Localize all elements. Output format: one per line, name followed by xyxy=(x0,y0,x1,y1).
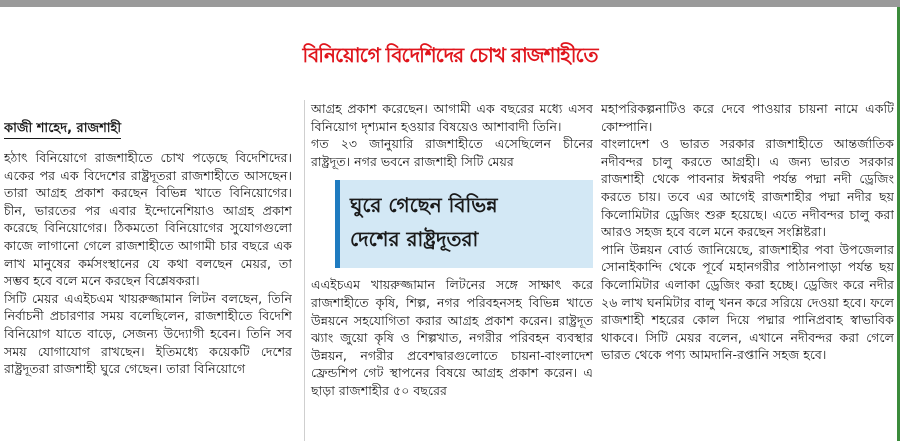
paragraph: গত ২৩ জানুয়ারি রাজশাহীতে এসেছিলেন চীনের রাষ্ট্রদূত। নগর ভবনে রাজশাহী সিটি মেয়র xyxy=(311,136,593,169)
paragraph: আগ্রহ প্রকাশ করেছেন। আগামী এক বছরের মধ্যে এসব বিনিয়োগ দৃশ্যমান হওয়ার বিষয়েও আশাবাদী তিনি। xyxy=(311,101,593,134)
pull-quote xyxy=(335,180,593,268)
paragraph: পানি উন্নয়ন বোর্ড জানিয়েছে, রাজশাহীর পবা উপজেলার সোনাইকান্দি থেকে পূর্বে মহানগরীর পাঠানপাড়া পর্যন্ত ছয় কিলোমিটার এলাকা ড্রেজিং করা হচ্ছে। ড্রেজিং করে নদীর ২৬ লাখ ঘনমিটার বালু খনন করে সরিয়ে দেওয়া হবে। ফলে রাজশাহী শহরের কোল দিয়ে পদ্মার পানিপ্রবাহ স্বাভাবিক থাকবে। সিটি মেয়র বলেন, এখানে নদীবন্দর করা গেলে ভারত থেকে পণ্য আমদানি-রপ্তানি সহজ হবে। xyxy=(601,241,894,363)
column-2 xyxy=(304,100,593,441)
paragraph: সিটি মেয়র এএইচএম খায়রুজ্জামান লিটন বলছেন, তিনি নির্বাচনী প্রচারণার সময় বলেছিলেন, রাজশাহীতে বিদেশি বিনিয়োগ যাতে বাড়ে, সেজন্য উদ্যোগী হবেন। তিনি সব সময় যোগাযোগ রাখছেন। ইতিমধ্যে কয়েকটি দেশের রাষ্ট্রদূতরা রাজশাহী ঘুরে গেছেন। তারা বিনিয়োগে xyxy=(4,290,292,377)
paragraph: মহাপরিকল্পনাটিও করে দেবে পাওয়ার চায়না নামে একটি কোম্পানি। xyxy=(601,101,894,134)
byline: কাজী শাহেদ, রাজশাহী xyxy=(4,120,121,139)
paragraph: হঠাৎ বিনিয়োগে রাজশাহীতে চোখ পড়েছে বিদেশিদের। একের পর এক বিদেশের রাষ্ট্রদূতরা রাজশাহীতে আসছেন। তারা আগ্রহ প্রকাশ করছেন বিভিন্ন খাতে বিনিয়োগের। চীন, ভারতের পর এবার ইন্দোনেশিয়াও আগ্রহ প্রকাশ করেছে বিনিয়োগের। ঠিকমতো বিনিয়োগের সুযোগগুলো কাজে লাগানো গেলে রাজশাহীতে আগামী চার বছরে এক লাখ মানুষের কর্মসংস্থানের যে কথা বলছেন মেয়র, তা সম্ভব হবে বলে মনে করছেন বিশ্লেষকরা। xyxy=(4,150,292,289)
top-rule xyxy=(0,0,900,7)
paragraph: বাংলাদেশ ও ভারত সরকার রাজশাহীতে আন্তর্জাতিক নদীবন্দর চালু করতে আগ্রহী। এ জন্য ভারত সরকার রাজশাহী থেকে পাবনার ঈশ্বরদী পর্যন্ত পদ্মা নদী ড্রেজিং করতে চায়। তবে এর আগেই রাজশাহীর পদ্মা নদীর ছয় কিলোমিটার ড্রেজিং শুরু হয়েছে। এতে নদীবন্দর চালু করা আরও সহজ হবে বলে মনে করছেন সংশ্লিষ্টরা। xyxy=(601,136,894,240)
pull-quote-line: ঘুরে গেছেন বিভিন্ন xyxy=(350,193,498,218)
headline: বিনিয়োগে বিদেশিদের চোখ রাজশাহীতে xyxy=(302,43,598,67)
paragraph: এএইচএম খায়রুজ্জামান লিটনের সঙ্গে সাক্ষাৎ করে রাজশাহীতে কৃষি, শিল্প, নগর পরিবহনসহ বিভিন্ন খাতে উন্নয়নে সহযোগিতা করার আগ্রহ প্রকাশ করেন। রাষ্ট্রদূত ঝ্যাং জুয়ো কৃষি ও শিল্পখাত, নগরীর পরিবহন ব্যবস্থার উন্নয়ন, নগরীর প্রবেশদ্বারগুলোতে চায়না-বাংলাদেশ ফ্রেন্ডশিপ গেট স্থাপনের বিষয়ে আগ্রহ প্রকাশ করেন। এ ছাড়া রাজশাহীর ৫০ বছরের xyxy=(311,277,593,398)
column-1 xyxy=(4,100,292,441)
column-3 xyxy=(601,100,894,441)
pull-quote-line: দেশের রাষ্ট্রদূতরা xyxy=(350,227,479,252)
